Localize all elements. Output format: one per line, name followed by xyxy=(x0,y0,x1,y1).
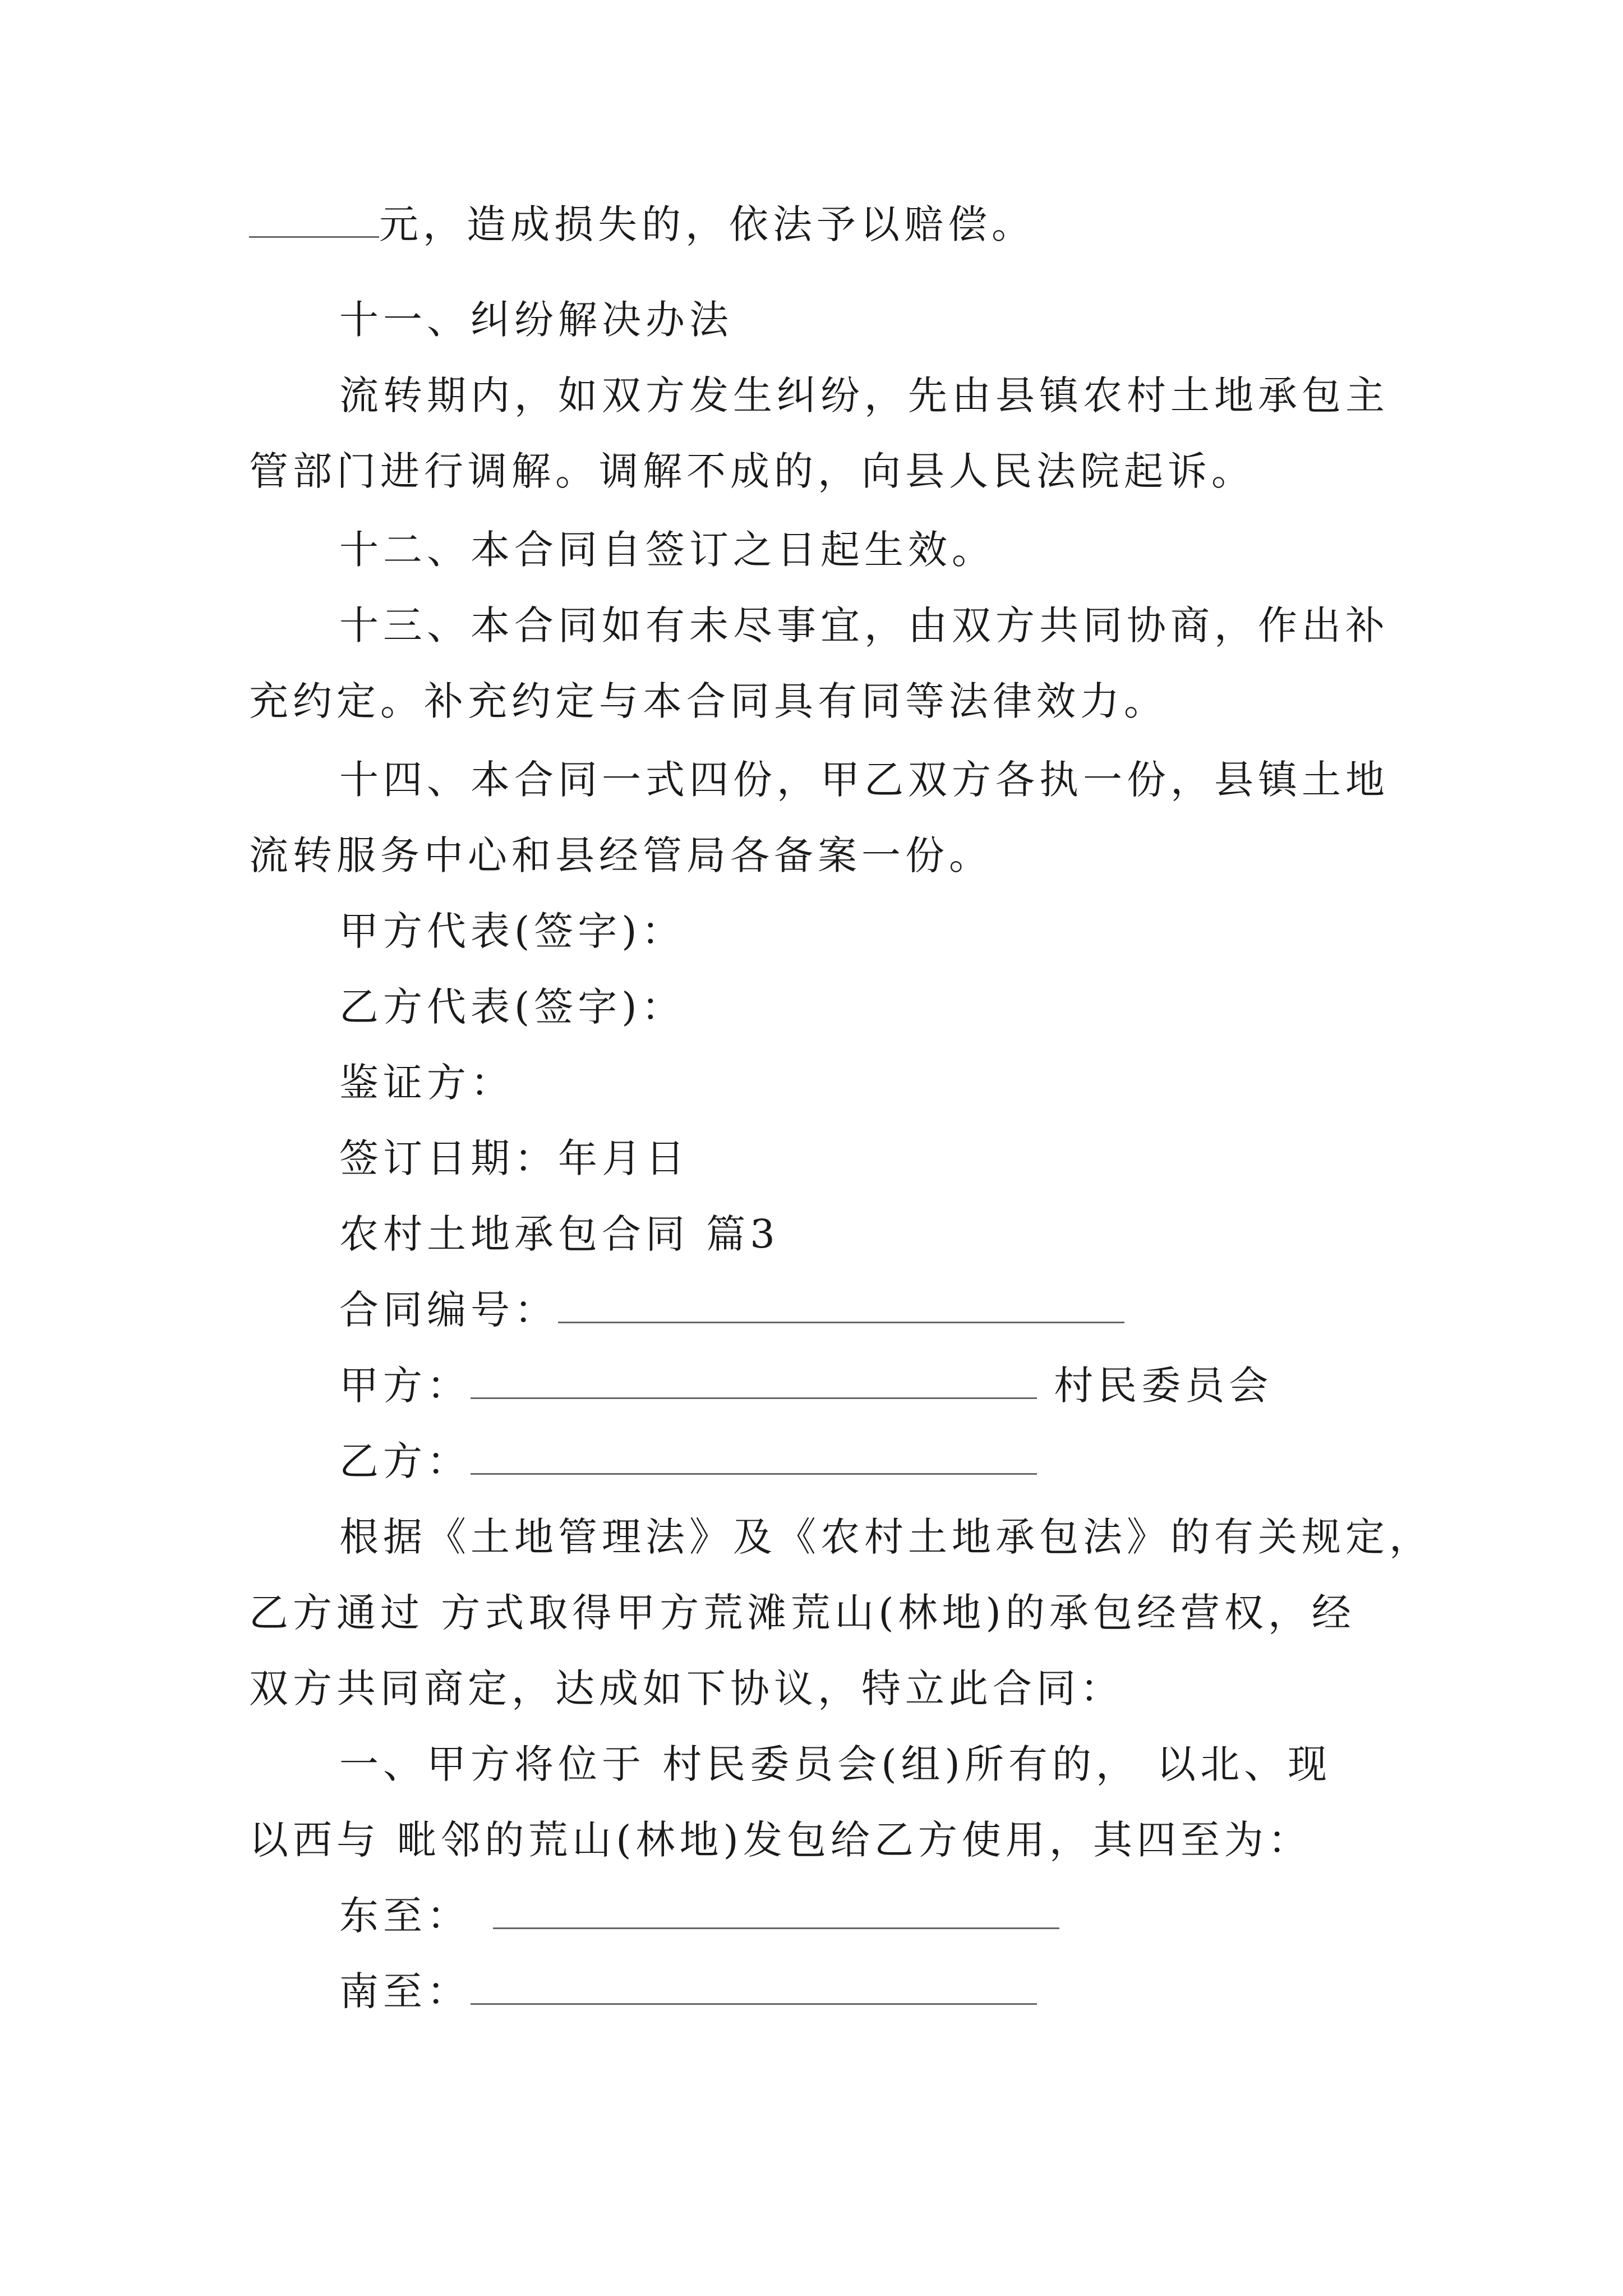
fill-blank xyxy=(471,1437,1037,1475)
paragraph-line: 十三、本合同如有未尽事宜，由双方共同协商，作出补 xyxy=(339,602,1389,648)
witness-label: 鉴证方： xyxy=(339,1060,514,1106)
signature-party-b: 乙方代表(签字)： xyxy=(339,984,685,1030)
fill-blank xyxy=(471,1967,1037,2005)
paragraph-line: 充约定。补充约定与本合同具有同等法律效力。 xyxy=(249,678,1168,724)
party-a-line xyxy=(339,1358,1272,1414)
paragraph-line: 乙方通过 方式取得甲方荒滩荒山(林地)的承包经营权，经 xyxy=(249,1590,1355,1636)
contract-number-line xyxy=(339,1282,1124,1338)
sign-date: 签订日期：年月日 xyxy=(339,1135,689,1181)
paragraph-line: 双方共同商定，达成如下协议，特立此合同： xyxy=(249,1665,1124,1711)
paragraph-line: 十四、本合同一式四份，甲乙双方各执一份，县镇土地 xyxy=(339,757,1389,803)
paragraph-line: 流转期内，如双方发生纠纷，先由县镇农村土地承包主 xyxy=(339,372,1389,418)
section-heading: 十二、本合同自签订之日起生效。 xyxy=(339,527,995,573)
fill-blank xyxy=(471,1361,1037,1399)
contract-number-label: 合同编号： xyxy=(339,1287,558,1333)
paragraph-line: 一、甲方将位于 村民委员会(组)所有的， 以北、现 xyxy=(339,1741,1332,1787)
south-label: 南至： xyxy=(339,1968,471,2014)
fill-blank xyxy=(249,200,379,238)
paragraph-line: 流转服务中心和县经管局各备案一份。 xyxy=(249,832,993,878)
paragraph-line: 根据《土地管理法》及《农村土地承包法》的有关规定， xyxy=(339,1514,1433,1560)
south-boundary-line xyxy=(339,1963,1037,2019)
signature-party-a: 甲方代表(签字)： xyxy=(339,908,685,954)
party-b-label: 乙方： xyxy=(339,1438,471,1484)
east-label: 东至： xyxy=(339,1893,471,1939)
paragraph-line: 以西与 毗邻的荒山(林地)发包给乙方使用，其四至为： xyxy=(249,1817,1312,1863)
party-a-suffix: 村民委员会 xyxy=(1054,1363,1273,1409)
section-title: 农村土地承包合同 篇3 xyxy=(339,1211,780,1257)
section-heading: 十一、纠纷解决办法 xyxy=(339,297,733,343)
east-boundary-line xyxy=(339,1888,1059,1944)
fill-blank xyxy=(493,1892,1059,1929)
text: 元，造成损失的，依法予以赔偿。 xyxy=(379,201,1035,247)
paragraph-line: 管部门进行调解。调解不成的，向县人民法院起诉。 xyxy=(249,448,1255,494)
party-b-line xyxy=(339,1433,1037,1489)
party-a-label: 甲方： xyxy=(339,1363,471,1409)
paragraph-line xyxy=(249,196,1035,252)
fill-blank xyxy=(558,1286,1124,1323)
